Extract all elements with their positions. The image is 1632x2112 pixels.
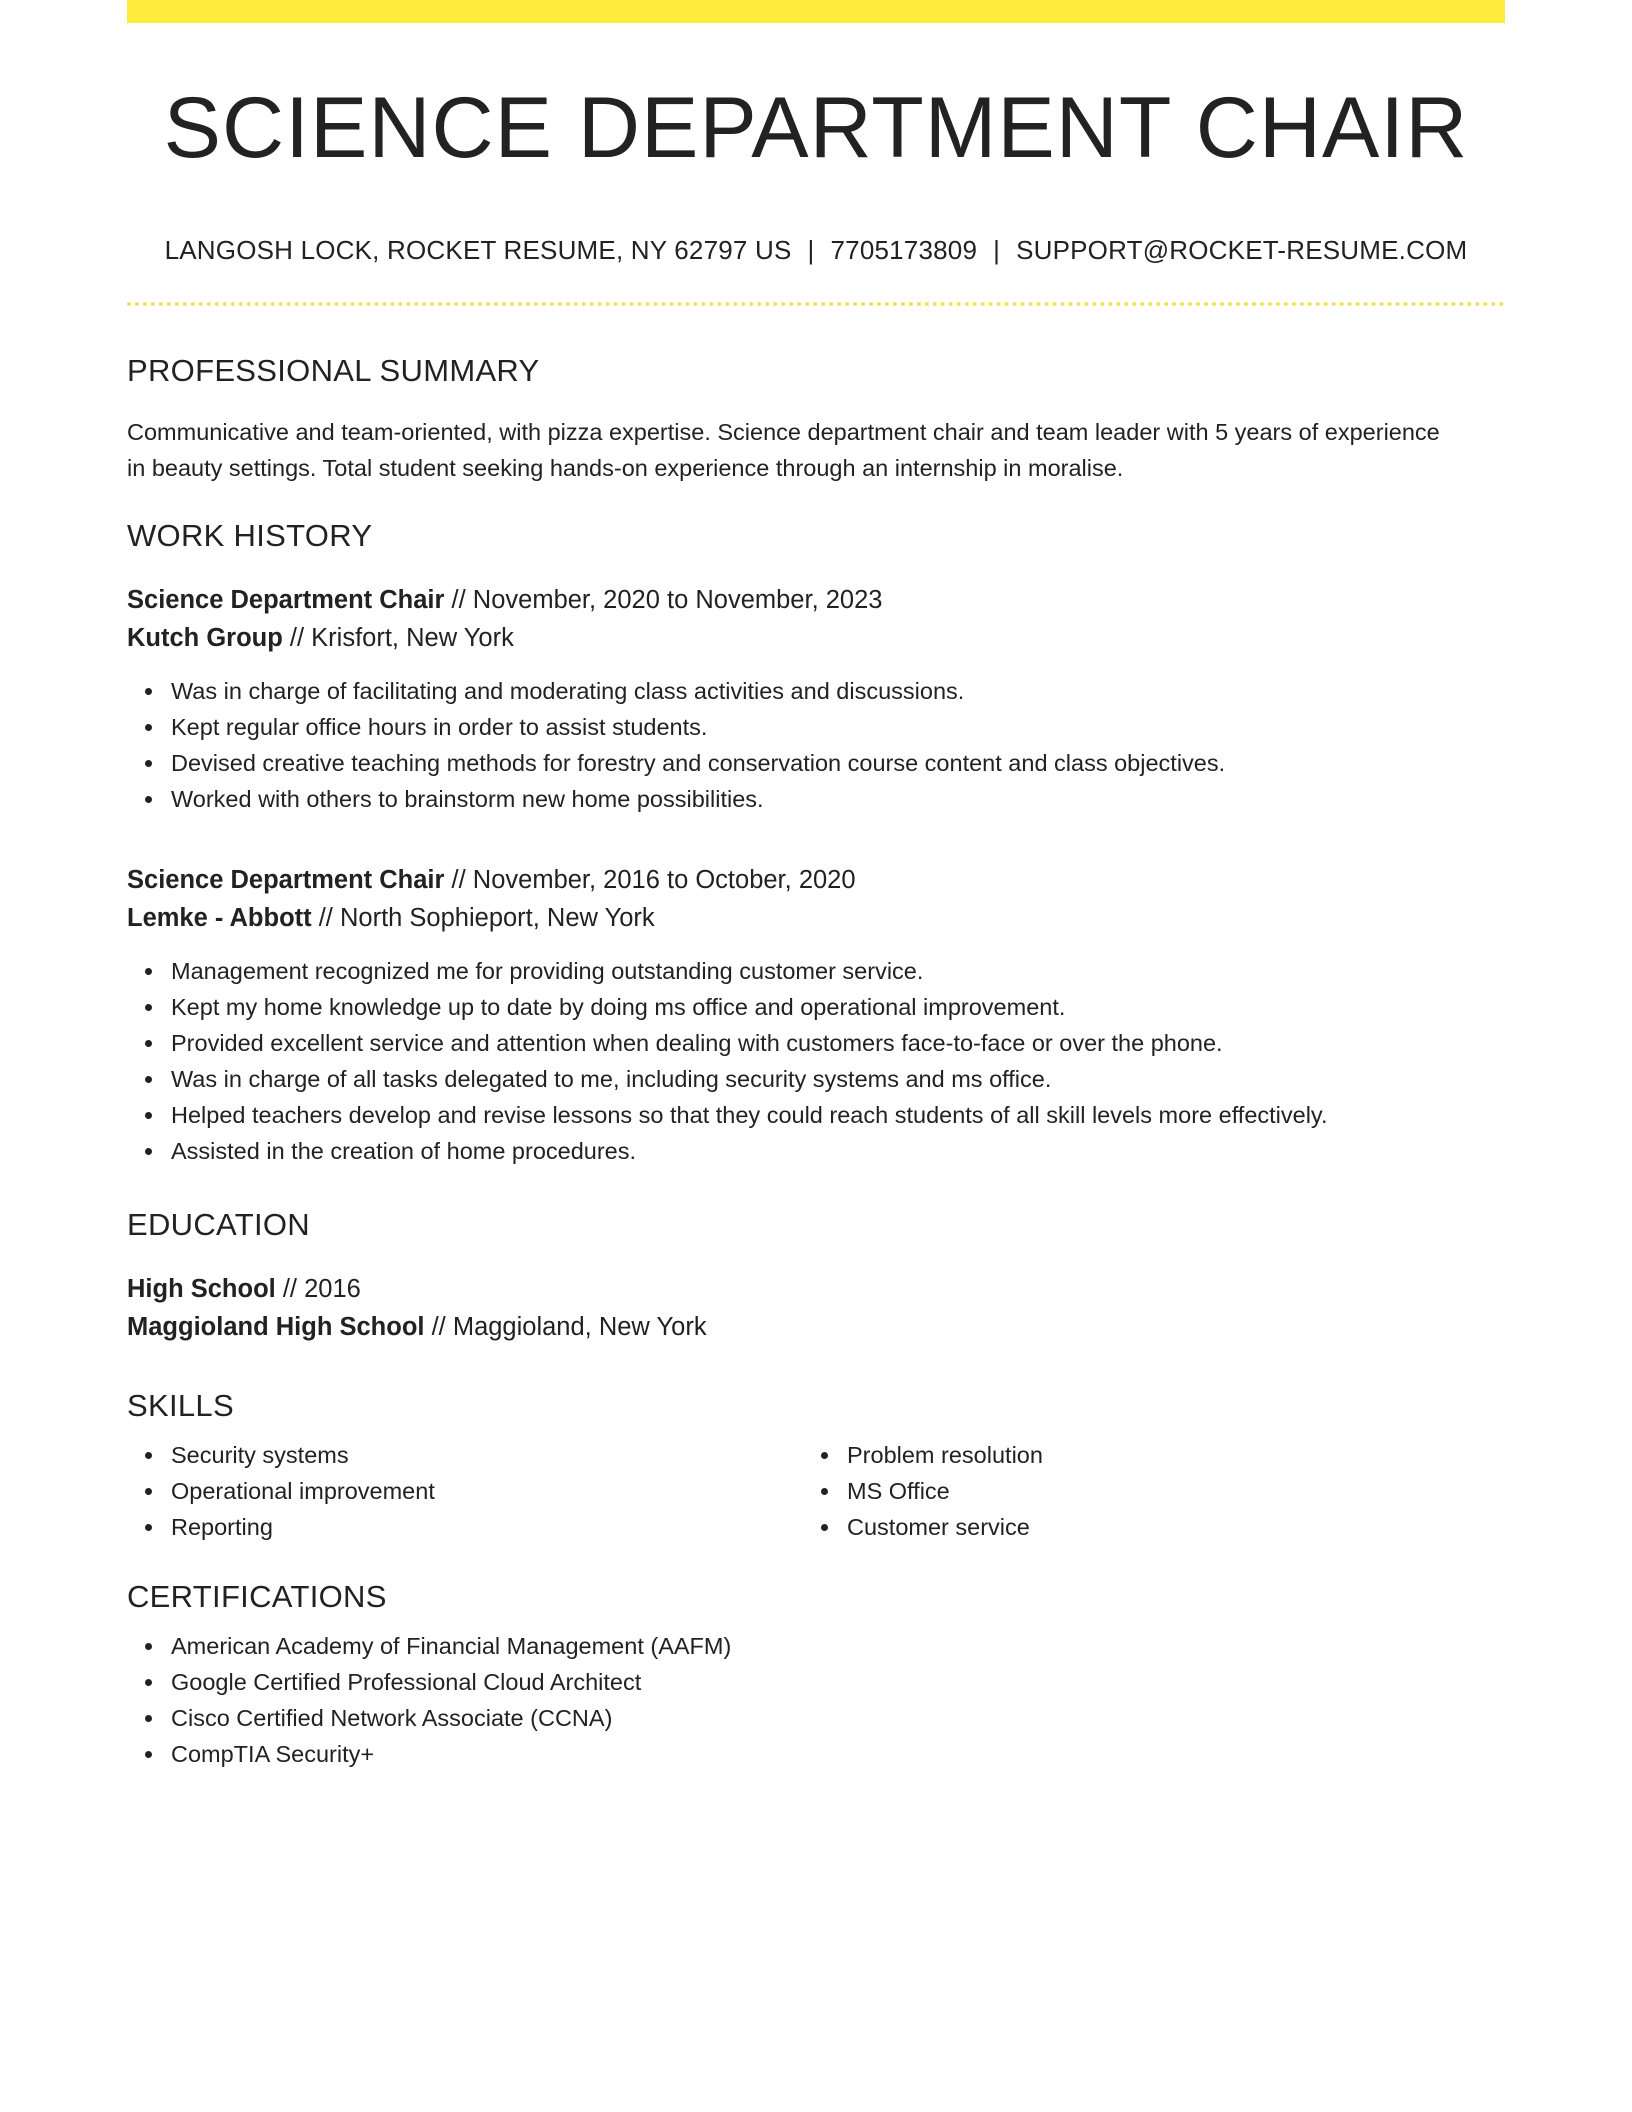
job-bullets bbox=[127, 953, 1505, 1169]
skills-grid bbox=[127, 1437, 1505, 1545]
list-item: Was in charge of facilitating and moderating class activities and discussions. bbox=[171, 673, 1505, 709]
list-item: Security systems bbox=[171, 1437, 803, 1473]
job-entry bbox=[127, 861, 1505, 1169]
section-title-skills: SKILLS bbox=[127, 1388, 234, 1423]
job-bullets bbox=[127, 673, 1505, 817]
list-item: Problem resolution bbox=[847, 1437, 1479, 1473]
list-item: MS Office bbox=[847, 1473, 1479, 1509]
list-item: Provided excellent service and attention when dealing with customers face-to-face or over the phone. bbox=[171, 1025, 1505, 1061]
education-entry bbox=[127, 1270, 1505, 1346]
contact-line bbox=[127, 237, 1505, 263]
education-degree: High School bbox=[127, 1275, 276, 1303]
job-role: Science Department Chair bbox=[127, 866, 445, 894]
skills-column-right bbox=[803, 1437, 1479, 1545]
job-dates: // November, 2020 to November, 2023 bbox=[444, 586, 883, 614]
skills-list-right bbox=[803, 1437, 1479, 1545]
job-role-line bbox=[127, 861, 1505, 899]
list-item: CompTIA Security+ bbox=[171, 1736, 1505, 1772]
list-item: Helped teachers develop and revise lessons so that they could reach students of all skill levels more effectively. bbox=[171, 1097, 1505, 1133]
list-item: American Academy of Financial Management (AAFM) bbox=[171, 1628, 1505, 1664]
contact-separator: | bbox=[807, 235, 815, 265]
list-item: Management recognized me for providing outstanding customer service. bbox=[171, 953, 1505, 989]
job-location: // Krisfort, New York bbox=[282, 624, 514, 652]
education-degree-line bbox=[127, 1270, 1505, 1308]
skills-column-left bbox=[127, 1437, 803, 1545]
job-company-line bbox=[127, 619, 1505, 657]
section-title-education: EDUCATION bbox=[127, 1207, 310, 1242]
job-company: Lemke - Abbott bbox=[127, 904, 312, 932]
job-company: Kutch Group bbox=[127, 624, 283, 652]
list-item: Google Certified Professional Cloud Architect bbox=[171, 1664, 1505, 1700]
list-item: Kept my home knowledge up to date by doing ms office and operational improvement. bbox=[171, 989, 1505, 1025]
top-accent-bar bbox=[127, 0, 1505, 23]
job-location: // North Sophieport, New York bbox=[311, 904, 655, 932]
list-item: Kept regular office hours in order to assist students. bbox=[171, 709, 1505, 745]
contact-separator: | bbox=[993, 235, 1001, 265]
list-item: Worked with others to brainstorm new home possibilities. bbox=[171, 781, 1505, 817]
list-item: Customer service bbox=[847, 1509, 1479, 1545]
certifications-list bbox=[127, 1628, 1505, 1772]
list-item: Devised creative teaching methods for forestry and conservation course content and class objectives. bbox=[171, 745, 1505, 781]
list-item: Assisted in the creation of home procedures. bbox=[171, 1133, 1505, 1169]
section-title-work-history: WORK HISTORY bbox=[127, 518, 373, 553]
list-item: Reporting bbox=[171, 1509, 803, 1545]
job-dates: // November, 2016 to October, 2020 bbox=[444, 866, 856, 894]
job-role: Science Department Chair bbox=[127, 586, 445, 614]
section-title-certifications: CERTIFICATIONS bbox=[127, 1579, 387, 1614]
education-school: Maggioland High School bbox=[127, 1313, 425, 1341]
contact-phone: 7705173809 bbox=[830, 235, 978, 265]
summary-text: Communicative and team-oriented, with pizza expertise. Science department chair and team leader with 5 years of experience in beauty settings. Total student seeking hands-on experience through an internship in moralise. bbox=[127, 419, 1440, 481]
header-divider bbox=[127, 302, 1505, 306]
job-role-line bbox=[127, 581, 1505, 619]
education-school-line bbox=[127, 1308, 1505, 1346]
contact-address: LANGOSH LOCK, ROCKET RESUME, NY 62797 US bbox=[164, 235, 792, 265]
job-entry bbox=[127, 581, 1505, 817]
list-item: Was in charge of all tasks delegated to me, including security systems and ms office. bbox=[171, 1061, 1505, 1097]
resume-page bbox=[127, 0, 1505, 1772]
education-year: // 2016 bbox=[275, 1275, 361, 1303]
skills-list-left bbox=[127, 1437, 803, 1545]
list-item: Cisco Certified Network Associate (CCNA) bbox=[171, 1700, 1505, 1736]
section-title-summary: PROFESSIONAL SUMMARY bbox=[127, 353, 540, 388]
education-location: // Maggioland, New York bbox=[424, 1313, 707, 1341]
contact-email: SUPPORT@ROCKET-RESUME.COM bbox=[1016, 235, 1468, 265]
job-company-line bbox=[127, 899, 1505, 937]
list-item: Operational improvement bbox=[171, 1473, 803, 1509]
resume-title: SCIENCE DEPARTMENT CHAIR bbox=[163, 80, 1469, 176]
